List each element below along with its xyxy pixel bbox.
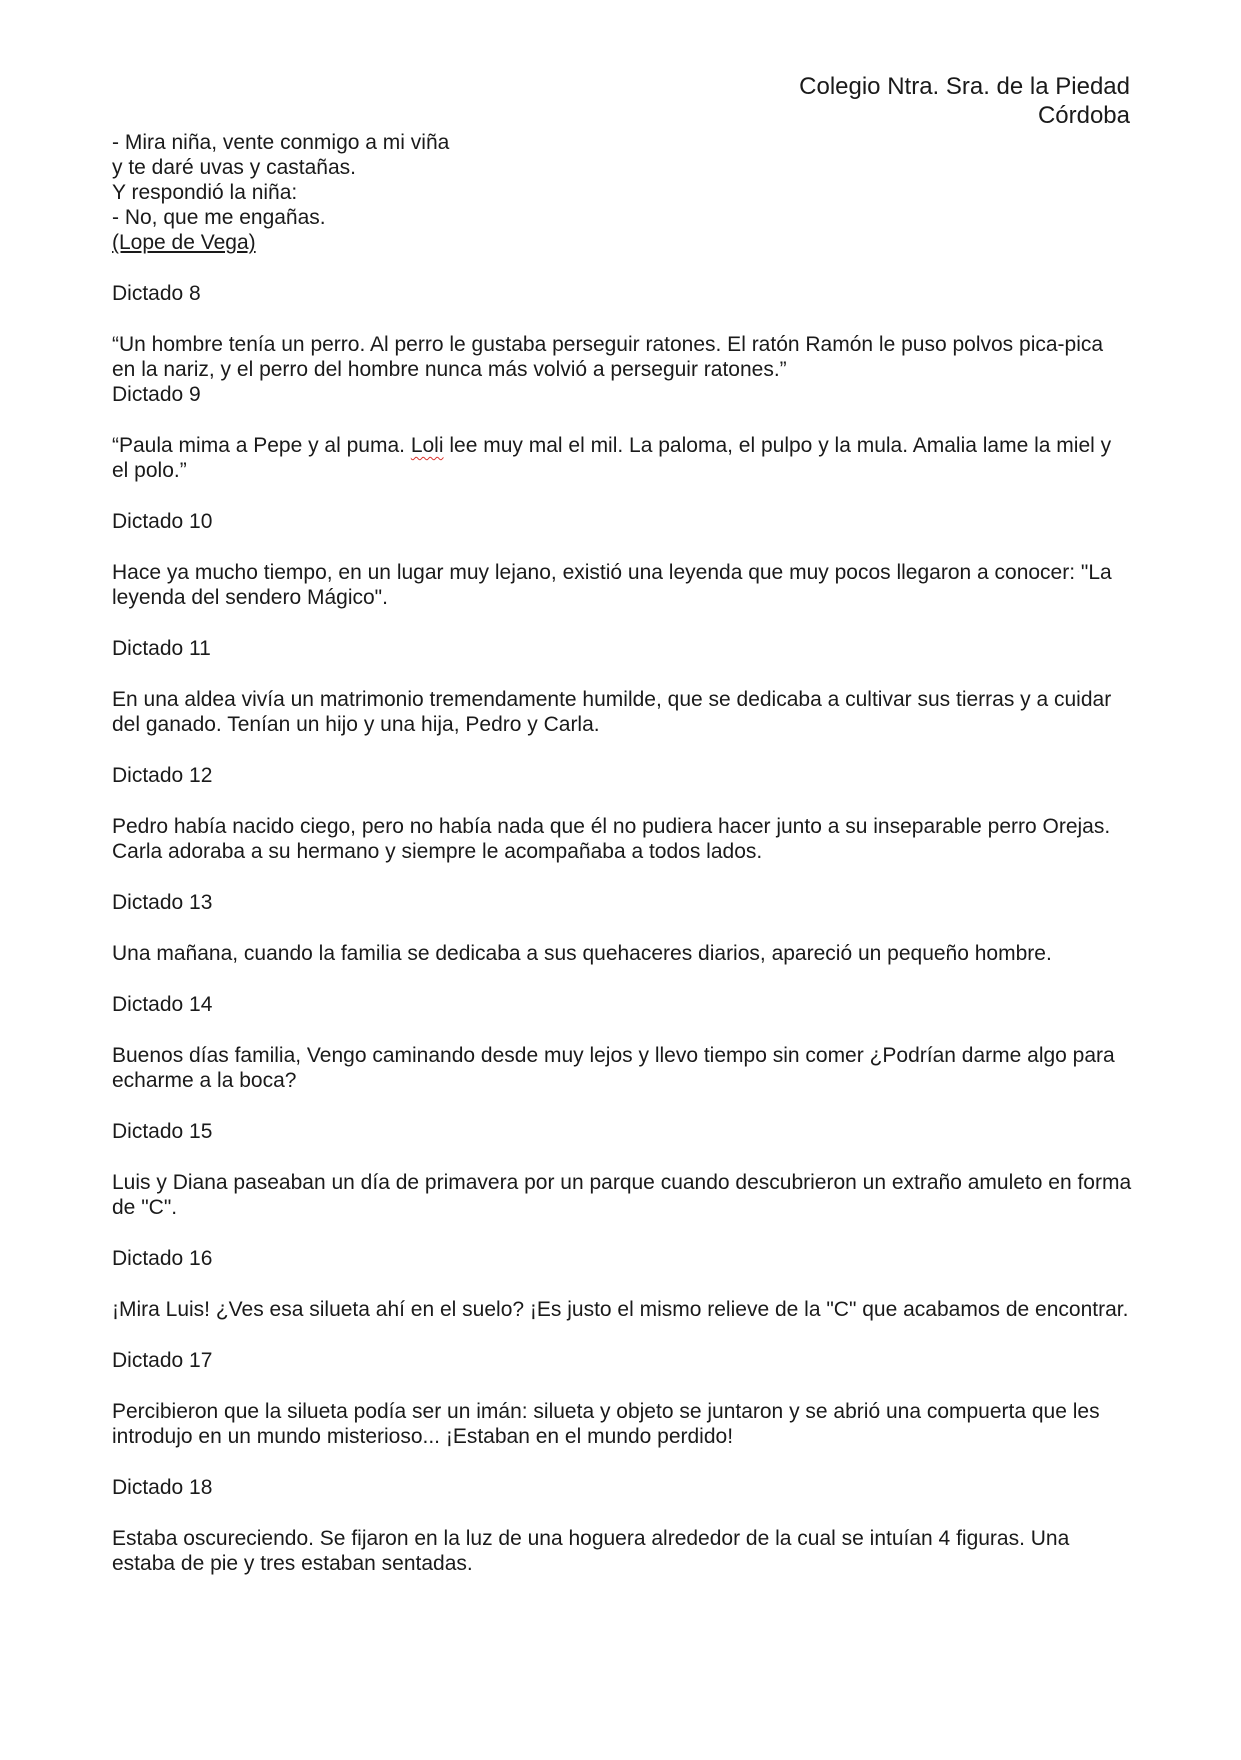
dictado-text: Pedro había nacido ciego, pero no había nada que él no pudiera hacer junto a su inseparable perro Orejas. Carla adoraba a su hermano y siempre le acompañaba a todos lados. [112,815,1111,863]
school-header [799,72,1130,130]
dictado-heading: Dictado 10 [112,510,213,533]
document-body [112,130,1132,1576]
dictado-heading: Dictado 18 [112,1476,213,1499]
dictado-heading: Dictado 12 [112,764,213,787]
dictado-heading: Dictado 13 [112,891,213,914]
dictado-text: En una aldea vivía un matrimonio tremendamente humilde, que se dedicaba a cultivar sus tierras y a cuidar del ganado. Tenían un hijo y una hija, Pedro y Carla. [112,688,1112,736]
dictado-text-part: lee muy mal el mil. La paloma, el pulpo y la mula. Amalia lame la miel y el polo.” [112,434,1112,482]
dictado-heading: Dictado 15 [112,1120,213,1143]
dictado-text: Hace ya mucho tiempo, en un lugar muy lejano, existió una leyenda que muy pocos llegaron a conocer: "La leyenda del sendero Mágico". [112,561,1112,609]
dictado-text [112,433,1132,483]
spellcheck-marked-word: Loli [410,434,444,457]
dictado-heading: Dictado 8 [112,282,201,305]
dictado-text: ¡Mira Luis! ¿Ves esa silueta ahí en el suelo? ¡Es justo el mismo relieve de la "C" que acabamos de encontrar. [112,1298,1129,1321]
poem-line: - No, que me engañas. [112,206,326,229]
dictado-text: Una mañana, cuando la familia se dedicaba a sus quehaceres diarios, apareció un pequeño hombre. [112,942,1052,965]
dictado-heading: Dictado 11 [112,637,211,660]
dictado-heading: Dictado 14 [112,993,213,1016]
poem-author: (Lope de Vega) [112,231,256,254]
poem-line: - Mira niña, vente conmigo a mi viña [112,131,450,154]
dictado-text: “Un hombre tenía un perro. Al perro le gustaba perseguir ratones. El ratón Ramón le puso polvos pica-pica en la nariz, y el perro del hombre nunca más volvió a perseguir ratones.” [112,333,1104,381]
dictado-heading: Dictado 9 [112,383,201,406]
school-name: Colegio Ntra. Sra. de la Piedad [799,73,1130,100]
dictado-heading: Dictado 16 [112,1247,213,1270]
dictado-text: Luis y Diana paseaban un día de primavera por un parque cuando descubrieron un extraño amuleto en forma de "C". [112,1171,1132,1219]
dictado-text: Estaba oscureciendo. Se fijaron en la luz de una hoguera alrededor de la cual se intuían 4 figuras. Una estaba de pie y tres estaban sentadas. [112,1527,1070,1575]
school-city: Córdoba [1037,102,1130,129]
dictado-text-part: “Paula mima a Pepe y al puma. [112,434,411,457]
dictado-text: Percibieron que la silueta podía ser un imán: silueta y objeto se juntaron y se abrió una compuerta que les introdujo en un mundo misterioso... ¡Estaban en el mundo perdido! [112,1400,1100,1448]
poem [112,130,1132,255]
poem-line: y te daré uvas y castañas. [112,156,356,179]
dictado-text: Buenos días familia, Vengo caminando desde muy lejos y llevo tiempo sin comer ¿Podrían darme algo para echarme a la boca? [112,1044,1115,1092]
poem-line: Y respondió la niña: [112,181,298,204]
dictado-heading: Dictado 17 [112,1349,213,1372]
